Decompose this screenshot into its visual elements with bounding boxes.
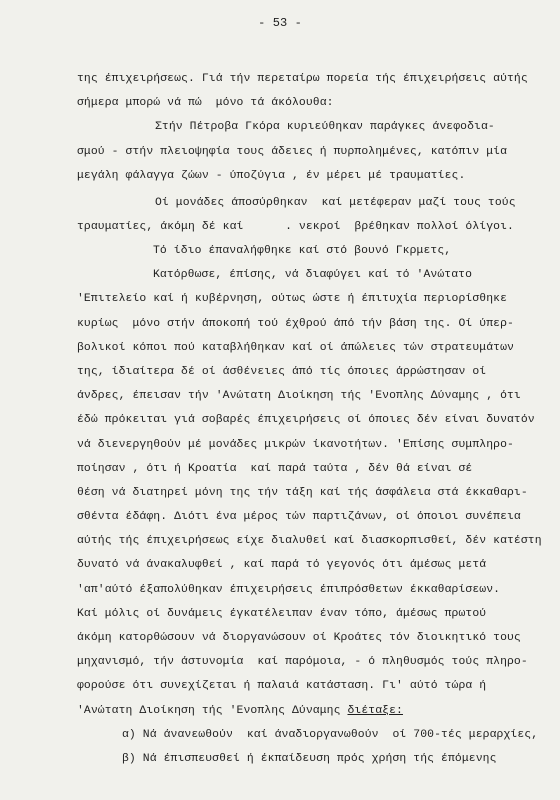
text-line: Τό ίδιο έπαναλήφθηκε καί στό βουνό Γκρμετς, xyxy=(153,245,452,257)
text-line: κυρίως μόνο στήν άποκοπή τού έχθρού άπό τήν βάση της. Οί ύπερ- xyxy=(77,318,514,330)
text-line: σήμερα μπορώ νά πώ μόνο τά άκόλουθα: xyxy=(77,97,334,109)
text-line xyxy=(77,704,403,718)
text-line: 'Επιτελείο καί ή κυβέρνηση, ούτως ώστε ή έπιτυχία περιορίσθηκε xyxy=(77,293,508,305)
text-line: μεγάλη φάλαγγα ζώων - ύποζύγια , έν μέρει μέ τραυματίες. xyxy=(77,170,466,182)
text-line: της, ίδιαίτερα δέ οί άσθένειες άπό τίς όποιες άρρώστησαν οί xyxy=(77,366,487,378)
text-line: άκόμη κατορθώσουν νά διοργανώσουν οί Κροάτες τόν διοικητικό τους xyxy=(77,632,521,644)
text-line: Στήν Πέτροβα Γκόρα κυριεύθηκαν παράγκες άνεφοδια- xyxy=(155,121,495,133)
text-line: σθέντα έδάφη. Διότι ένα μέρος τών παρτιζάνων, οί όποιοι συνέπεια xyxy=(77,511,521,523)
text-line: Καί μόλις οί δυνάμεις έγκατέλειπαν έναν τόπο, άμέσως πρωτού xyxy=(77,608,487,620)
text-line: Οί μονάδες άποσύρθηκαν καί μετέφεραν μαζί τους τούς xyxy=(155,197,516,209)
text-line: άνδρες, έπεισαν τήν 'Ανώτατη Διοίκηση τής 'Ενοπλης Δύναμης , ότι xyxy=(77,390,521,402)
text-line: έδώ πρόκειται γιά σοβαρές έπιχειρήσεις οί όποιες δέν είναι δυνατόν xyxy=(77,414,535,426)
text-line: της έπιχειρήσεως. Γιά τήν περεταίρω πορεία τής έπιχειρήσεις αύτής xyxy=(77,73,528,85)
text-line: τραυματίες, άκόμη δέ καί . νεκροί βρέθηκαν πολλοί όλίγοι. xyxy=(77,221,514,233)
text-line: αύτής τής έπιχειρήσεως είχε διαλυθεί καί διασκορπισθεί, δέν κατέστη xyxy=(77,535,542,547)
text-line: θέση νά διατηρεί μόνη της τήν τάξη καί τής άσφάλεια στά έκκαθαρι- xyxy=(77,487,528,499)
text-line: ποίησαν , ότι ή Κροατία καί παρά ταύτα , δέν θά είναι σέ xyxy=(77,463,473,475)
text-line: 'απ'αύτό έξαπολύθηκαν έπιχειρήσεις έπιπρόσθετων έκκαθαρίσεων. xyxy=(77,584,501,596)
page-number: - 53 - xyxy=(258,16,302,30)
text-line: μηχανισμό, τήν άστυνομία καί παρόμοια, - ό πληθυσμός τούς πληρο- xyxy=(77,656,528,668)
list-item-a: α) Νά άνανεωθούν καί άναδιοργανωθούν οί 700-τές μεραρχίες, xyxy=(122,729,539,741)
ordered-underlined: διέταξε: xyxy=(347,705,403,717)
text-line: φορούσε ότι συνεχίζεται ή παλαιά κατάσταση. Γι' αύτό τώρα ή xyxy=(77,680,487,692)
text-line: δυνατό νά άνακαλυφθεί , καί παρά τό γεγονός ότι άμέσως μετά xyxy=(77,559,487,571)
text-line: Κατόρθωσε, έπίσης, νά διαφύγει καί τό 'Ανώτατο xyxy=(153,269,473,281)
text-line-start: 'Ανώτατη Διοίκηση τής 'Ενοπλης Δύναμης xyxy=(77,705,348,717)
text-line: βολικοί κόποι πού καταβλήθηκαν καί οί άπώλειες τών στρατευμάτων xyxy=(77,342,514,354)
list-item-b: β) Νά έπισπευσθεί ή έκπαίδευση πρός χρήση τής έπόμενης xyxy=(122,753,497,765)
text-line: σμού - στήν πλειοψηφία τους άδειες ή πυρπολημένες, κατόπιν μία xyxy=(77,146,508,158)
text-line: νά διενεργηθούν μέ μονάδες μικρών ίκανοτήτων. 'Επίσης συμπληρο- xyxy=(77,439,514,451)
